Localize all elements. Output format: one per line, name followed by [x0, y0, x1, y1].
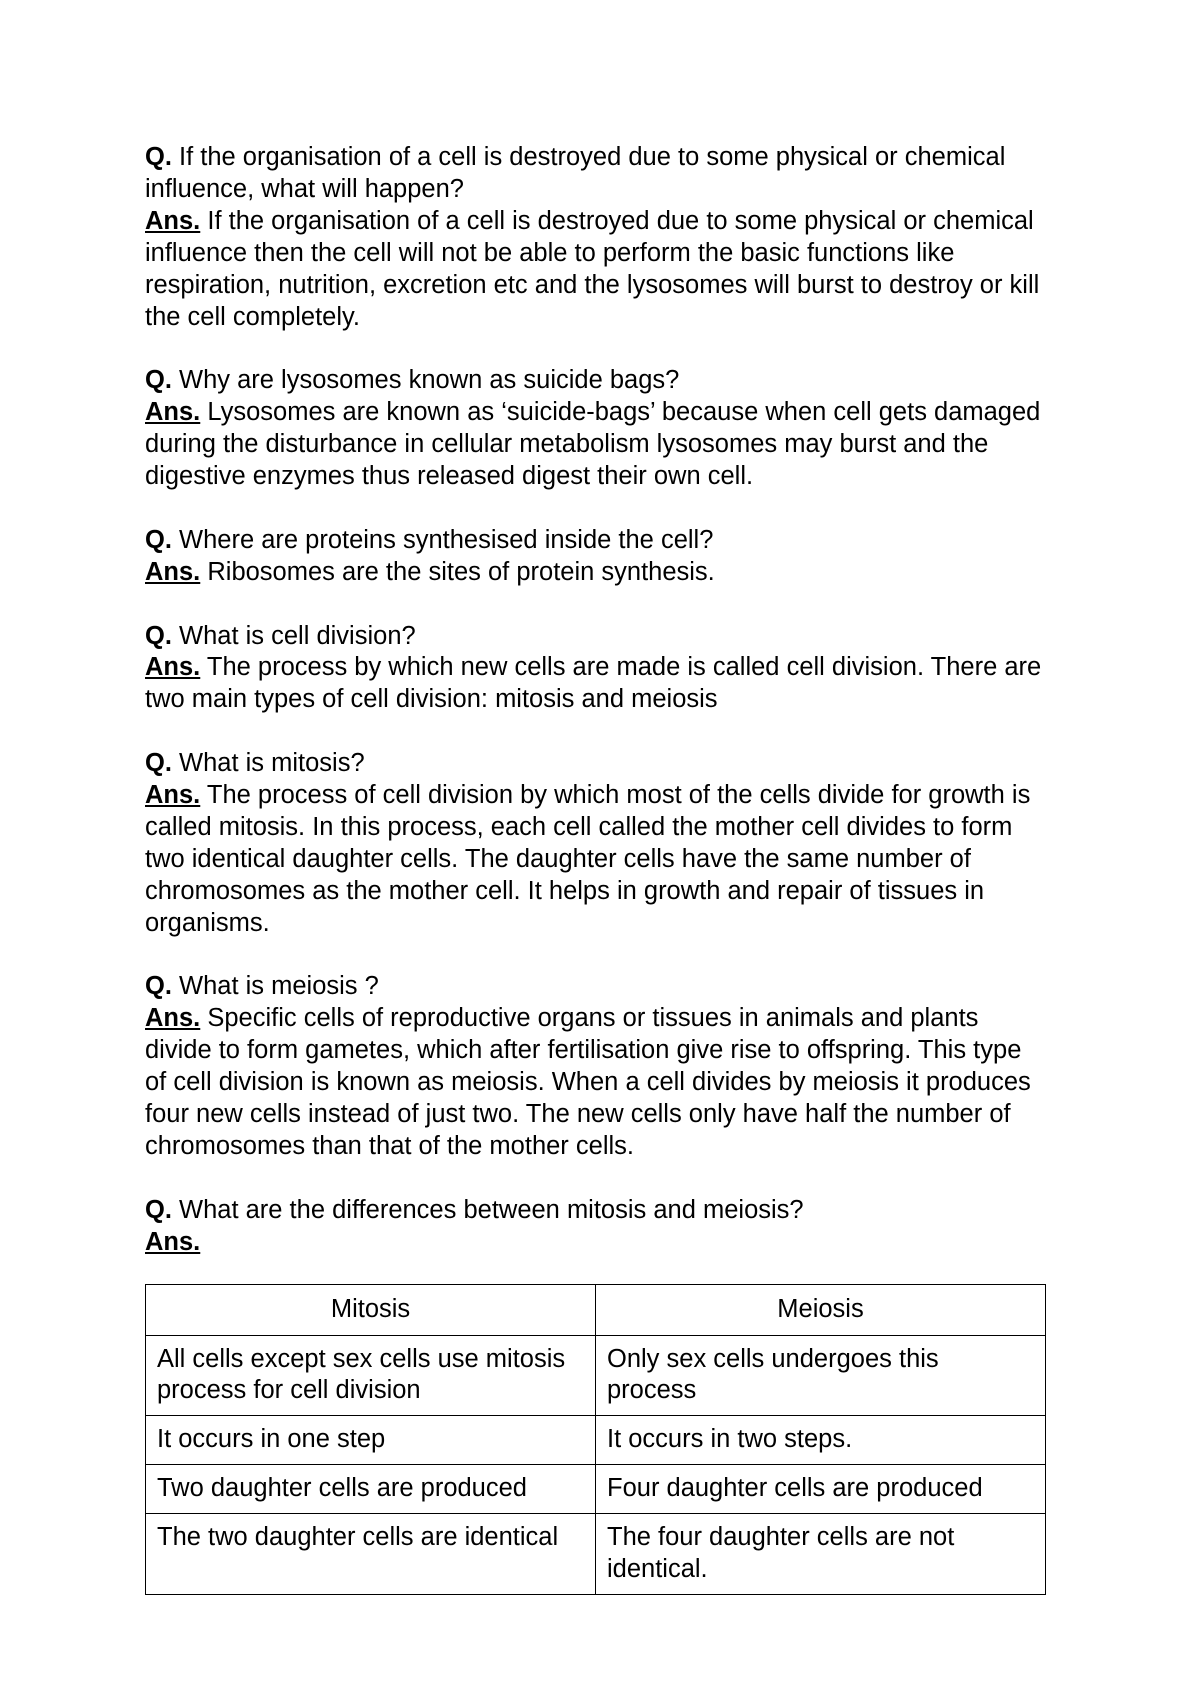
table-row	[146, 1335, 1046, 1416]
document-content	[145, 142, 1046, 1595]
qa-answer-line	[145, 1003, 1046, 1163]
question-label: Q.	[145, 143, 172, 171]
table-header-mitosis: Mitosis	[146, 1284, 596, 1335]
question-label: Q.	[145, 972, 172, 1001]
qa-block	[145, 142, 1046, 333]
table-header	[146, 1284, 1046, 1335]
table-row	[146, 1465, 1046, 1514]
table-cell: It occurs in two steps.	[596, 1416, 1046, 1465]
qa-question-line	[145, 525, 1046, 557]
table-cell: Four daughter cells are produced	[596, 1465, 1046, 1514]
qa-question-line	[145, 142, 1046, 206]
answer-label: Ans.	[145, 653, 201, 682]
question-text: Why are lysosomes known as suicide bags?	[179, 366, 680, 395]
qa-question-line	[145, 971, 1046, 1003]
answer-label: Ans.	[145, 1227, 201, 1256]
answer-label: Ans.	[145, 781, 201, 810]
question-text: What are the differences between mitosis and meiosis?	[179, 1195, 804, 1224]
answer-label: Ans.	[145, 557, 201, 586]
qa-answer-line	[145, 397, 1046, 493]
table-row	[146, 1416, 1046, 1465]
question-text: What is cell division?	[179, 621, 416, 650]
table-body	[146, 1335, 1046, 1594]
table-cell: The four daughter cells are not identical.	[596, 1514, 1046, 1595]
table-header-row	[146, 1284, 1046, 1335]
table-header-meiosis: Meiosis	[596, 1284, 1046, 1335]
qa-answer-line	[145, 557, 1046, 589]
qa-block	[145, 525, 1046, 589]
qa-question-line	[145, 621, 1046, 653]
question-text: Where are proteins synthesised inside the cell?	[179, 525, 714, 554]
qa-block	[145, 1195, 1046, 1259]
table-cell: All cells except sex cells use mitosis process for cell division	[146, 1335, 596, 1416]
answer-text: Ribosomes are the sites of protein synthesis.	[207, 557, 715, 586]
question-label: Q.	[145, 525, 172, 554]
qa-block	[145, 971, 1046, 1162]
qa-answer-line	[145, 206, 1046, 334]
table-row	[146, 1514, 1046, 1595]
question-text: What is meiosis ?	[179, 972, 379, 1001]
answer-text: Specific cells of reproductive organs or tissues in animals and plants divide to form gametes, which after fertilisation give rise to offspring. This type of cell division is known as meiosis. When a cell divides by meiosis it produces four new cells instead of just two. The new cells only have half the number of chromosomes than that of the mother cells.	[145, 1004, 1031, 1161]
qa-answer-line	[145, 780, 1046, 940]
qa-answer-line	[145, 1227, 1046, 1259]
question-text: What is mitosis?	[179, 749, 365, 778]
qa-question-line	[145, 365, 1046, 397]
answer-label: Ans.	[145, 206, 201, 235]
table-cell: It occurs in one step	[146, 1416, 596, 1465]
table-cell: Only sex cells undergoes this process	[596, 1335, 1046, 1416]
question-label: Q.	[145, 621, 172, 650]
answer-text: Lysosomes are known as ‘suicide-bags’ because when cell gets damaged during the disturbance in cellular metabolism lysosomes may burst and the digestive enzymes thus released digest their own cell.	[145, 398, 1041, 491]
answer-text: If the organisation of a cell is destroyed due to some physical or chemical influence then the cell will not be able to perform the basic functions like respiration, nutrition, excretion etc and the lysosomes will burst to destroy or kill the cell completely.	[145, 206, 1040, 331]
qa-answer-line	[145, 652, 1046, 716]
question-label: Q.	[145, 366, 172, 395]
qa-block	[145, 748, 1046, 939]
qa-block	[145, 621, 1046, 717]
qa-question-line	[145, 1195, 1046, 1227]
qa-question-line	[145, 748, 1046, 780]
table-cell: The two daughter cells are identical	[146, 1514, 596, 1595]
answer-label: Ans.	[145, 398, 201, 427]
table-cell: Two daughter cells are produced	[146, 1465, 596, 1514]
answer-label: Ans.	[145, 1004, 201, 1033]
qa-block	[145, 365, 1046, 493]
question-label: Q.	[145, 1195, 172, 1224]
answer-text: The process by which new cells are made is called cell division. There are two main types of cell division: mitosis and meiosis	[145, 653, 1042, 714]
answer-text: The process of cell division by which most of the cells divide for growth is called mitosis. In this process, each cell called the mother cell divides to form two identical daughter cells. The daughter cells have the same number of chromosomes as the mother cell. It helps in growth and repair of tissues in organisms.	[145, 781, 1031, 937]
question-label: Q.	[145, 749, 172, 778]
mitosis-meiosis-comparison-table	[145, 1284, 1046, 1595]
question-text: If the organisation of a cell is destroyed due to some physical or chemical influence, what will happen?	[145, 143, 1006, 203]
